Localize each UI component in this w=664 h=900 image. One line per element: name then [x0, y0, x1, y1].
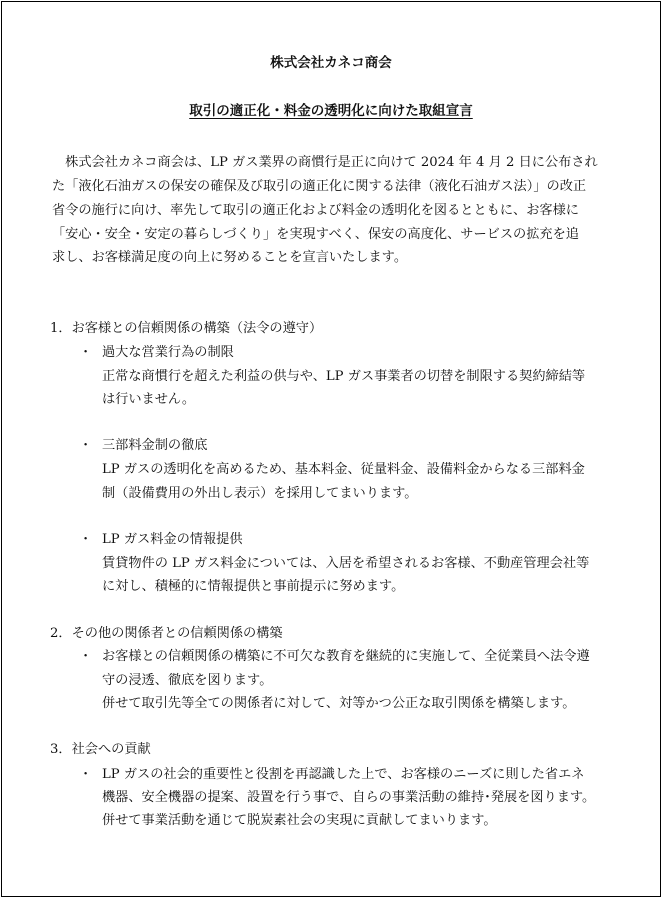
- section-heading: 3．社会への貢献: [50, 742, 151, 757]
- item-line: 賃貸物件の LP ガス料金については、入居を希望されるお客様、不動産管理会社等: [102, 556, 590, 571]
- item-line: 正常な商慣行を超えた利益の供与や、LP ガス事業者の切替を制限する契約締結等: [102, 369, 586, 384]
- intro-line: 株式会社カネコ商会は、LP ガス業界の商慣行是正に向けて 2024 年 4 月 2 日に公布され: [52, 155, 598, 170]
- intro-line: 省令の施行に向け、率先して取引の適正化および料金の透明化を図るとともに、お客様に: [52, 203, 579, 218]
- item-line: は行いません。: [102, 392, 196, 407]
- item-line: お客様との信頼関係の構築に不可欠な教育を継続的に実施して、全従業員へ法令遵: [102, 649, 590, 664]
- bullet-dot: ・: [79, 767, 93, 782]
- bullet-dot: ・: [79, 438, 93, 453]
- intro-line: 「安心・安全・安定の暮らしづくり」を実現すべく、保安の高度化、サービスの拡充を追: [52, 227, 579, 242]
- intro-line: 求し、お客様満足度の向上に努めることを宣言いたします。: [52, 250, 408, 265]
- declaration-title: [2, 99, 660, 119]
- item-line: 守の浸透、徹底を図ります。: [102, 673, 273, 688]
- bullet-dot: ・: [79, 345, 93, 360]
- section-heading: 1．お客様との信頼関係の構築（法令の遵守）: [50, 321, 323, 336]
- item-line: 併せて取引先等全ての関係者に対して、対等かつ公正な取引関係を構築します。: [102, 696, 576, 711]
- intro-line: た「液化石油ガスの保安の確保及び取引の適正化に関する法律（液化石油ガス法）」の改正: [52, 179, 587, 194]
- section-heading: 2．その他の関係者との信頼関係の構築: [50, 626, 283, 641]
- document-page: [1, 1, 661, 897]
- bullet-dot: ・: [79, 649, 93, 664]
- company-name: 株式会社カネコ商会: [270, 55, 392, 71]
- item-line: LP ガスの社会的重要性と役割を再認識した上で、お客様のニーズに則した省エネ: [102, 767, 585, 782]
- item-line: 制（設備費用の外出し表示）を採用してまいります。: [102, 486, 418, 501]
- item-line: LP ガスの透明化を高めるため、基本料金、従量料金、設備料金からなる三部料金: [102, 462, 585, 477]
- declaration-title-text: 取引の適正化・料金の透明化に向けた取組宣言: [189, 103, 473, 119]
- item-line: 機器、安全機器の提案、設置を行う事で、自らの事業活動の維持･発展を図ります。: [102, 790, 596, 805]
- item-title: 三部料金制の徹底: [102, 438, 208, 453]
- item-title: LP ガス料金の情報提供: [102, 532, 243, 547]
- item-title: 過大な営業行為の制限: [102, 345, 234, 360]
- item-line: に対し、積極的に情報提供と事前提示に努めます。: [102, 579, 405, 594]
- item-line: 併せて事業活動を通じて脱炭素社会の実現に貢献してまいります。: [102, 813, 497, 828]
- bullet-dot: ・: [79, 532, 93, 547]
